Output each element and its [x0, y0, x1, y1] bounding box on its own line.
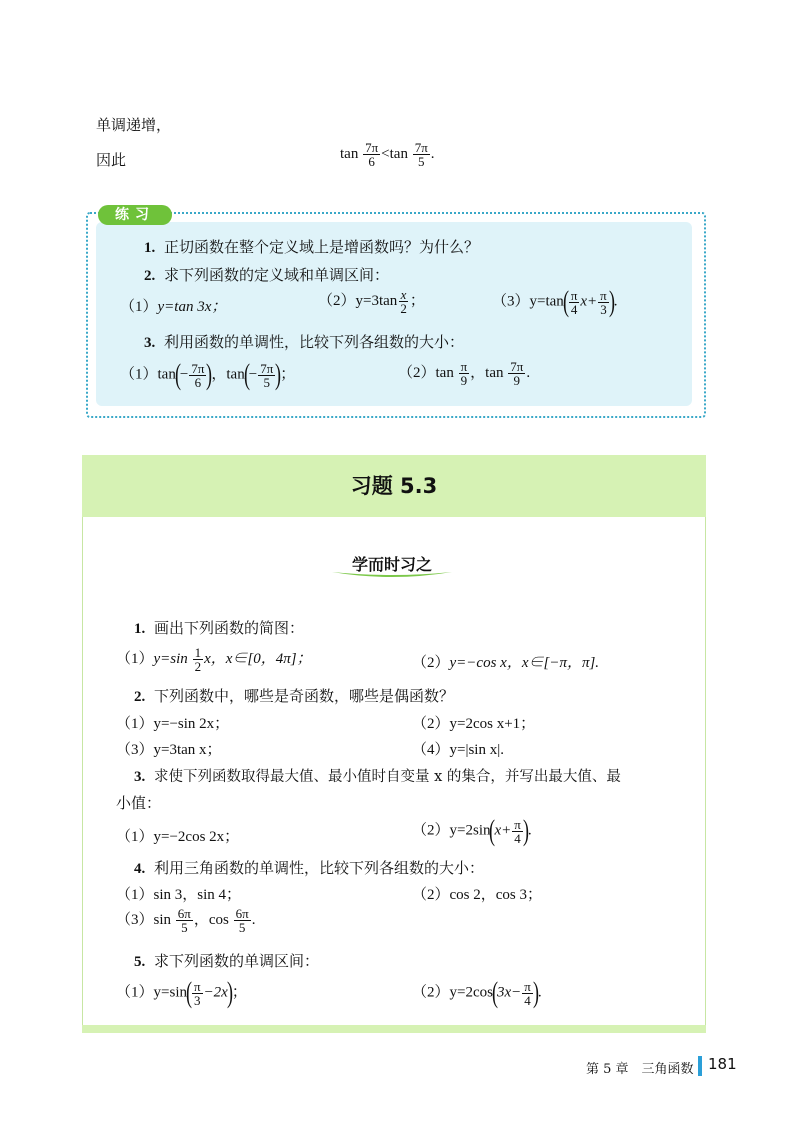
- eq-less-than: <: [381, 145, 390, 162]
- practice-q1-text: 正切函数在整个定义域上是增函数吗？为什么？: [164, 238, 480, 256]
- practice-q2-item-2-frac: [398, 288, 409, 315]
- practice-q2-item-3-label: （3）: [492, 293, 530, 310]
- practice-tab-label: 练习: [98, 205, 172, 225]
- practice-q3-number: 3.: [144, 335, 156, 351]
- exercise-p2-item-1: （1）y=−sin 2x；: [116, 716, 230, 732]
- exercise-p5-item-1-pre: y=sin: [153, 984, 187, 1001]
- eq-frac-1-num: 7π: [365, 140, 379, 155]
- exercise-p4: [134, 857, 484, 878]
- practice-q3-item-1-label: （1）: [120, 366, 158, 383]
- exercise-p5-item-1: （1）y=sin( $\frac{\pi}{3}$ −2x)；: [116, 976, 247, 1009]
- exercise-p5-item-2: （2）y=2cos(3x− $\frac{\pi}{4}$ ).: [412, 976, 542, 1009]
- exercise-p5-item-1-label: （1）: [116, 984, 154, 1001]
- footer-chapter: 第 5 章 三角函数: [586, 1062, 694, 1077]
- eq-tan-2: tan: [389, 145, 408, 162]
- eq-frac-2-den: 5: [417, 154, 425, 169]
- exercise-p5-item-1-frac: [192, 980, 203, 1007]
- exercise-p1-item-1-frac: [193, 646, 204, 673]
- exercise-p4-item-3-sep: ，cos: [193, 911, 229, 928]
- exercise-p4-item-3-num-2: 6π: [235, 906, 249, 921]
- exercise-p3-item-1: （1）y=−2cos 2x；: [116, 829, 240, 845]
- exercise-p1-item-2-label: （2）: [412, 655, 450, 671]
- exercise-p3-item-2-label: （2）: [412, 822, 450, 839]
- exercise-p1-item-1: [116, 646, 312, 673]
- practice-q3-item-1-sign-2: −: [248, 366, 258, 383]
- eq-frac-1-den: 6: [368, 154, 375, 169]
- practice-q2-item-3-pre: y=tan: [529, 293, 564, 310]
- practice-q2-item-3-num-1: π: [570, 287, 578, 303]
- practice-q3-item-2-pre: tan: [435, 364, 454, 381]
- practice-q3-item-2: [398, 360, 530, 387]
- practice-q2-item-3: （3）y=tan( $\frac{\pi}{4}$ x+ $\frac{\pi}{3}$ ).: [492, 285, 618, 318]
- exercise-p3-text-1: 求使下列函数取得最大值、最小值时自变量 x 的集合，并写出最大值、最: [154, 769, 621, 785]
- practice-q3-item-1-sign-1: −: [179, 366, 189, 383]
- exercise-p2-text: 下列函数中，哪些是奇函数，哪些是偶函数？: [154, 687, 455, 705]
- exercise-p3-item-2: （2）y=2sin(x+ $\frac{\pi}{4}$ ).: [412, 814, 532, 847]
- exercise-p3-number: 3.: [134, 769, 146, 785]
- exercise-p2-item-2: （2）y=2cos x+1；: [412, 716, 536, 732]
- practice-q3-item-1-frac-2: [258, 362, 275, 389]
- exercise-bottom-band: [82, 1025, 706, 1033]
- exercise-p4-number: 4.: [134, 861, 146, 877]
- exercise-p1-item-1-pre: y=sin: [153, 650, 188, 667]
- exercise-p2-item-4: （4）y=|sin x|.: [412, 742, 504, 758]
- exercise-p3-text-2: 小值：: [116, 794, 162, 812]
- practice-q2-item-2-num: x: [400, 287, 407, 302]
- practice-q3-item-2-den-1: 9: [460, 373, 468, 388]
- practice-q3-item-2-label: （2）: [398, 364, 436, 381]
- eq-frac-1: [363, 141, 380, 168]
- exercise-p2-item-3: （3）y=3tan x；: [116, 742, 222, 758]
- exercise-p4-item-3-den-1: 5: [181, 920, 188, 935]
- practice-q2-item-2-label: （2）: [318, 292, 356, 309]
- practice-q3-item-1-end: ；: [280, 366, 296, 383]
- exercise-p5-item-2-end: .: [537, 984, 542, 1001]
- exercise-p2: [134, 685, 454, 706]
- exercise-p5-text: 求下列函数的单调区间：: [154, 952, 320, 970]
- exercise-p4-item-3-den-2: 5: [238, 920, 246, 935]
- practice-q3-text: 利用函数的单调性，比较下列各组数的大小：: [164, 333, 465, 351]
- practice-q3-item-2-frac-1: [459, 360, 470, 387]
- exercise-p4-item-3: [116, 907, 255, 934]
- exercise-p4-text: 利用三角函数的单调性，比较下列各组数的大小：: [154, 859, 485, 877]
- eq-frac-2: [413, 141, 430, 168]
- exercise-p5: [134, 950, 319, 971]
- practice-q2-item-1: [120, 295, 226, 316]
- practice-q3: [144, 331, 464, 352]
- practice-q2-number: 2.: [144, 268, 156, 284]
- text-line-monotonic: 单调递增，: [96, 116, 172, 134]
- practice-q2-item-2-end: ；: [409, 292, 425, 309]
- practice-q3-item-2-sep: ，tan: [470, 364, 504, 381]
- practice-q3-item-1-num-2: 7π: [260, 360, 274, 376]
- practice-q3-item-1-sep: ，tan: [211, 366, 245, 383]
- practice-q3-item-2-num-2: 7π: [510, 359, 524, 374]
- practice-q3-item-2-den-2: 9: [513, 373, 521, 388]
- exercise-subtitle: 学而时习之: [351, 555, 432, 574]
- practice-q3-item-2-num-1: π: [460, 359, 468, 374]
- eq-tan-1: tan: [340, 145, 359, 162]
- practice-q2-item-2-pre: y=3tan: [355, 292, 398, 309]
- exercise-p1-text: 画出下列函数的简图：: [154, 619, 305, 637]
- practice-q3-item-1: （1）tan(− $\frac{7\pi}{6}$ )，tan(− $\frac{7\pi}{5}$ )；: [120, 358, 296, 391]
- exercise-p1-item-1-den: 2: [194, 659, 202, 674]
- practice-q2-item-1-expr: y=tan 3x；: [157, 299, 227, 315]
- exercise-p1-item-1-label: （1）: [116, 650, 154, 667]
- practice-q2-item-3-den-1: 4: [570, 301, 578, 317]
- text-line-therefore: 因此: [96, 151, 127, 169]
- practice-q2-item-3-num-2: π: [600, 287, 607, 303]
- practice-q2-item-2-den: 2: [400, 301, 407, 316]
- practice-q2-text: 求下列函数的定义域和单调区间：: [164, 266, 390, 284]
- practice-q3-item-1-num-1: 7π: [191, 360, 205, 376]
- exercise-p1-item-1-num: 1: [194, 645, 202, 660]
- exercise-p5-item-2-mid: 3x−: [496, 984, 522, 1001]
- eq-period: .: [430, 145, 435, 162]
- exercise-p1-item-2: [412, 651, 599, 672]
- exercise-p4-item-3-num-1: 6π: [177, 906, 191, 921]
- exercise-p5-item-1-end: ；: [231, 984, 247, 1001]
- exercise-p3-item-2-pre: y=2sin: [449, 822, 491, 839]
- practice-q2-item-3-frac-1: [569, 289, 580, 316]
- exercise-p5-item-2-num: π: [524, 978, 531, 994]
- exercise-p1-item-2-expr: y=−cos x，x∈[−π，π].: [449, 655, 600, 671]
- exercise-p3-item-2-den: 4: [514, 830, 521, 846]
- practice-q3-item-2-end: .: [526, 364, 531, 381]
- exercise-p1-item-1-end: x，x∈[0，4π]；: [204, 650, 312, 667]
- practice-q3-item-2-frac-2: [508, 360, 525, 387]
- exercise-p5-item-2-label: （2）: [412, 984, 450, 1001]
- exercise-p3: [134, 765, 621, 786]
- exercise-p1-number: 1.: [134, 621, 146, 637]
- exercise-p1: [134, 617, 304, 638]
- exercise-p4-item-3-frac-1: [176, 907, 193, 934]
- practice-q2-item-1-label: （1）: [120, 299, 158, 315]
- exercise-p5-item-1-den: 3: [194, 992, 201, 1008]
- practice-q1: [144, 236, 479, 257]
- exercise-p5-item-2-frac: [522, 980, 533, 1007]
- exercise-p4-item-3-pre: sin: [153, 911, 172, 928]
- practice-q2: [144, 264, 389, 285]
- practice-q3-item-1-den-2: 5: [263, 374, 270, 390]
- practice-q3-item-1-den-1: 6: [194, 374, 202, 390]
- practice-q3-item-1-frac-1: [189, 362, 206, 389]
- exercise-p3-item-2-mid: x+: [494, 822, 512, 839]
- practice-q2-item-3-frac-2: [598, 289, 609, 316]
- eq-frac-2-num: 7π: [414, 140, 428, 155]
- exercise-p4-item-2: （2）cos 2，cos 3；: [412, 887, 542, 903]
- exercise-p5-item-1-mid: −2x: [203, 984, 228, 1001]
- exercise-p4-item-3-end: .: [251, 911, 256, 928]
- exercise-p5-item-2-den: 4: [524, 992, 531, 1008]
- exercise-p5-item-2-pre: y=2cos: [449, 984, 493, 1001]
- subtitle-swoosh-decoration: [330, 566, 454, 580]
- top-inequality: [340, 141, 435, 168]
- practice-q2-item-3-mid: x+: [580, 293, 598, 310]
- exercise-p3-item-2-num: π: [514, 816, 521, 832]
- exercise-p5-item-1-num: π: [193, 978, 201, 994]
- exercise-p3-item-2-frac: [512, 818, 523, 845]
- practice-q1-number: 1.: [144, 240, 156, 256]
- exercise-title: 习题 5.3: [350, 474, 438, 498]
- exercise-p4-item-3-label: （3）: [116, 911, 154, 928]
- exercise-p4-item-3-frac-2: [234, 907, 251, 934]
- practice-q2-item-3-end: .: [613, 293, 618, 310]
- exercise-p3-item-2-end: .: [527, 822, 532, 839]
- page-number-marker: [698, 1056, 702, 1076]
- practice-q2-item-2: [318, 288, 425, 315]
- page-number: 181: [708, 1055, 737, 1073]
- exercise-p2-number: 2.: [134, 689, 146, 705]
- exercise-p5-number: 5.: [134, 954, 146, 970]
- practice-q2-item-3-den-2: 3: [600, 301, 607, 317]
- practice-q3-item-1-pre: tan: [157, 366, 176, 383]
- exercise-p4-item-1: （1）sin 3，sin 4；: [116, 887, 242, 903]
